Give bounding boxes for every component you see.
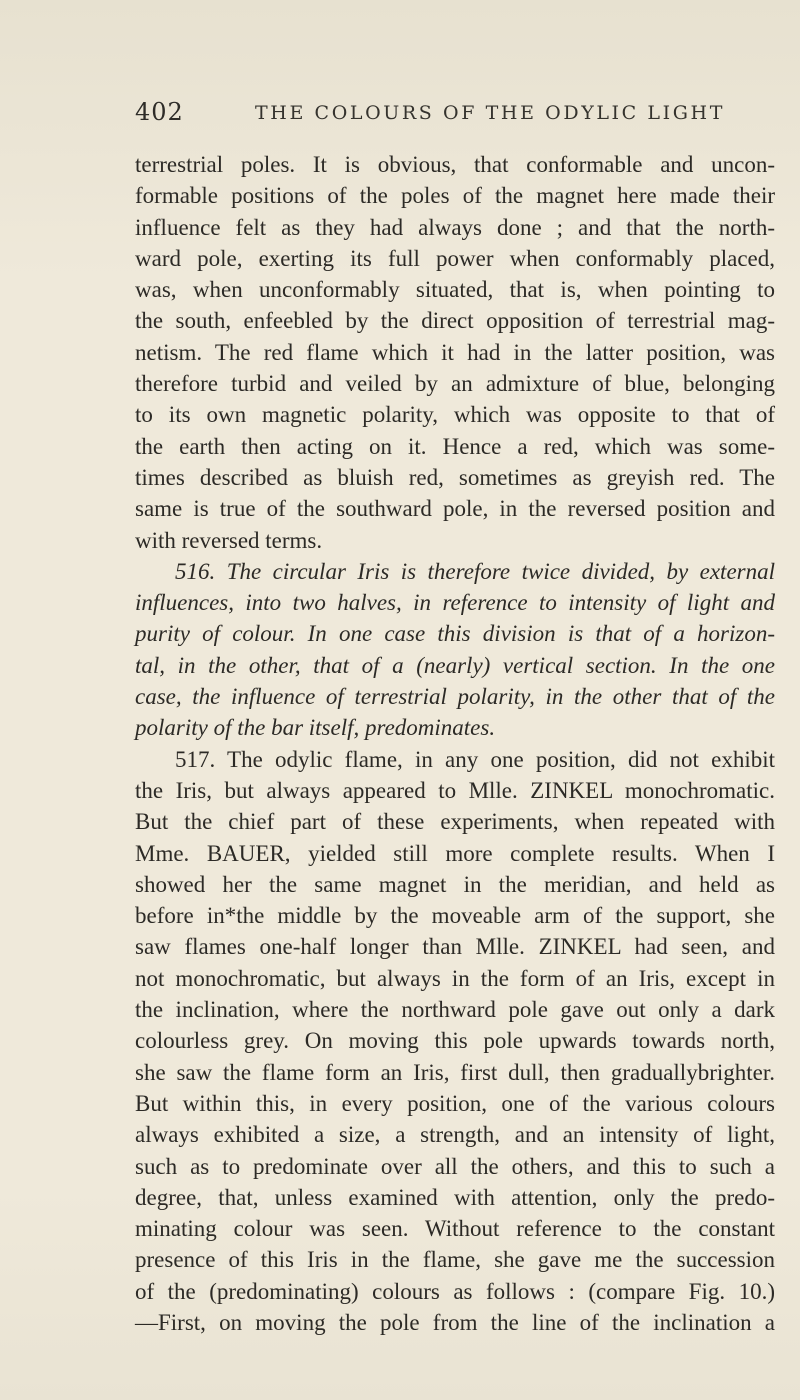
text-line: colourless grey. On moving this pole upwards towards north, — [135, 1028, 775, 1054]
text-line: tal, in the other, that of a (nearly) vertical section. In the one — [135, 652, 775, 678]
text-line: purity of colour. In one case this division is that of a horizon- — [135, 621, 775, 647]
text-line: 517. The odylic flame, in any one position, did not exhibit — [175, 746, 775, 772]
text-line: degree, that, unless examined with attention, only the predo- — [135, 1184, 775, 1210]
text-line: saw flames one-half longer than Mlle. ZINKEL had seen, and — [135, 934, 775, 960]
text-line: influence felt as they had always done ; and that the north- — [135, 214, 775, 240]
text-line: 516. The circular Iris is therefore twice divided, by external — [175, 558, 775, 584]
text-line: influences, into two halves, in reference to intensity of light and — [135, 590, 775, 616]
text-line: the earth then acting on it. Hence a red, which was some- — [135, 433, 775, 459]
text-line: the Iris, but always appeared to Mlle. ZINKEL monochromatic. — [135, 777, 775, 803]
text-line: she saw the flame form an Iris, first dull, then graduallybrighter. — [135, 1059, 775, 1085]
text-line: not monochromatic, but always in the form of an Iris, except in — [135, 965, 775, 991]
text-line: minating colour was seen. Without reference to the constant — [135, 1216, 775, 1242]
text-line: such as to predominate over all the others, and this to such a — [135, 1153, 775, 1179]
text-line: case, the influence of terrestrial polarity, in the other that of the — [135, 684, 775, 710]
text-line: to its own magnetic polarity, which was opposite to that of — [135, 402, 775, 428]
page-number: 402 — [135, 98, 184, 126]
text-line: times described as bluish red, sometimes as greyish red. The — [135, 464, 775, 490]
text-line: terrestrial poles. It is obvious, that conformable and uncon- — [135, 152, 775, 177]
text-line: polarity of the bar itself, predominates. — [135, 715, 496, 741]
text-line: before in*the middle by the moveable arm of the support, she — [135, 903, 775, 929]
text-line: always exhibited a size, a strength, and an intensity of light, — [135, 1122, 775, 1148]
body-text — [135, 149, 775, 1338]
text-line: presence of this Iris in the flame, she gave me the succession — [135, 1247, 775, 1273]
text-line: with reversed terms. — [135, 527, 323, 553]
running-head: THE COLOURS OF THE ODYLIC LIGHT — [255, 102, 725, 124]
text-line: But the chief part of these experiments, when repeated with — [135, 809, 775, 835]
text-line: of the (predominating) colours as follows : (compare Fig. 10.) — [135, 1278, 775, 1304]
text-line: the inclination, where the northward pole gave out only a dark — [135, 997, 775, 1023]
text-line: Mme. BAUER, yielded still more complete results. When I — [135, 840, 775, 866]
text-line: ward pole, exerting its full power when conformably placed, — [135, 245, 775, 271]
text-line: same is true of the southward pole, in the reversed position and — [135, 496, 775, 522]
text-line: formable positions of the poles of the magnet here made their — [135, 183, 775, 209]
text-line: But within this, in every position, one of the various colours — [135, 1090, 775, 1116]
text-line: —First, on moving the pole from the line of the inclination a — [135, 1309, 775, 1335]
page-header — [135, 98, 775, 128]
text-line: showed her the same magnet in the meridian, and held as — [135, 871, 775, 897]
text-line: netism. The red flame which it had in the latter position, was — [135, 339, 775, 365]
text-line: the south, enfeebled by the direct opposition of terrestrial mag- — [135, 308, 775, 334]
text-line: therefore turbid and veiled by an admixture of blue, belonging — [135, 371, 775, 397]
text-line: was, when unconformably situated, that is, when pointing to — [135, 277, 775, 303]
